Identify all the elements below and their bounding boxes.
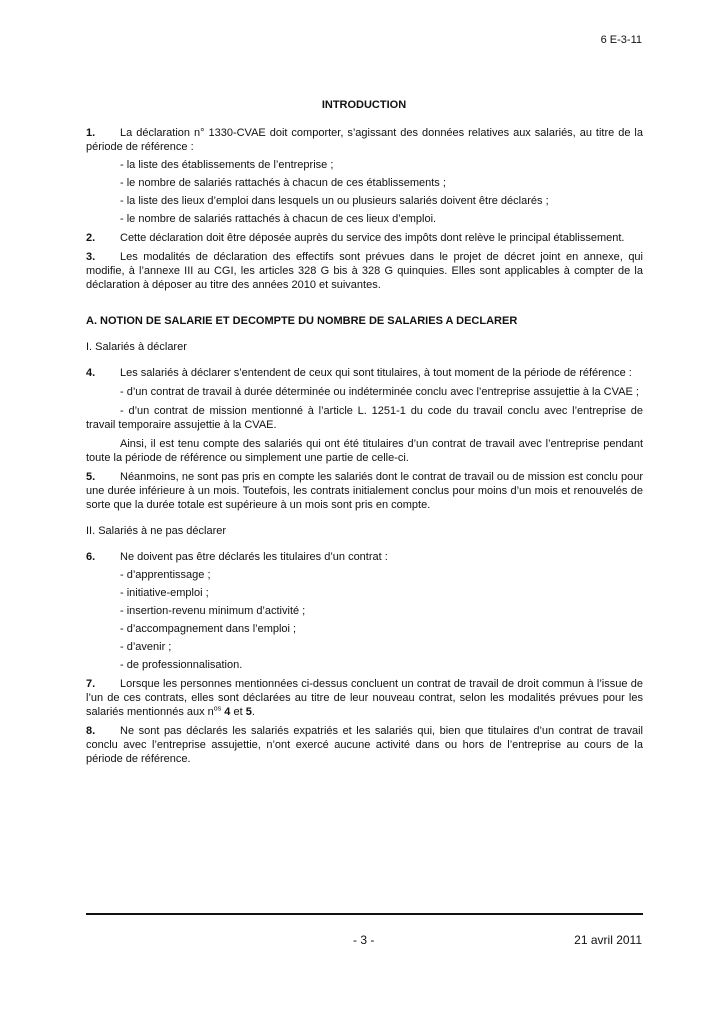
paragraph-8: 8. Ne sont pas déclarés les salariés expatriés et les salariés qui, bien que titulaires d’un contrat de travail conclu avec l’entreprise assujettie, n’ont exercé aucune activité dans ou hors de l’entreprise au cours de la période de référence. [86, 725, 643, 765]
list-item: - d’apprentissage ; [120, 569, 211, 581]
list-item: - de professionnalisation. [120, 659, 243, 671]
list-item: - d’avenir ; [120, 641, 172, 653]
paragraph-1: 1. La déclaration n° 1330-CVAE doit comporter, s’agissant des données relatives aux salariés, au titre de la période de référence : [86, 127, 643, 153]
paragraph-6: 6. Ne doivent pas être déclarés les titulaires d’un contrat : [86, 551, 388, 563]
page-title: INTRODUCTION [321, 99, 407, 111]
paragraph-5: 5. Néanmoins, ne sont pas pris en compte les salariés dont le contrat de travail ou de mission est conclu pour une durée inférieure à un mois. Toutefois, les contrats initialement conclus pour moins d’un mois et renouvelés de sorte que la durée totale est supérieure à un mois sont pris en compte. [86, 471, 643, 511]
list-item: - le nombre de salariés rattachés à chacun de ces lieux d’emploi. [120, 213, 437, 225]
list-item: - d’un contrat de mission mentionné à l’article L. 1251-1 du code du travail conclu avec l’entreprise de travail temporaire assujettie à la CVAE. [86, 405, 643, 431]
list-item: - d’accompagnement dans l’emploi ; [120, 623, 297, 635]
section-heading-a: A. NOTION DE SALARIE ET DECOMPTE DU NOMBRE DE SALARIES A DECLARER [86, 315, 518, 327]
paragraph-2: 2. Cette déclaration doit être déposée auprès du service des impôts dont relève le principal établissement. [86, 232, 625, 244]
paragraph-number: 8. [86, 725, 96, 737]
paragraph-text: Ainsi, il est tenu compte des salariés qui ont été titulaires d’un contrat de travail avec l’entreprise pendant toute la période de référence ou simplement une partie de celle-ci. [86, 438, 643, 464]
list-item: - initiative-emploi ; [120, 587, 209, 599]
document-body [86, 126, 643, 766]
paragraph-number: 3. [86, 251, 96, 263]
list-item: - d’un contrat de travail à durée déterminée ou indéterminée conclu avec l’entreprise assujettie à la CVAE ; [120, 386, 639, 398]
paragraph-number: 7. [86, 678, 96, 690]
list-item: - la liste des établissements de l’entreprise ; [120, 159, 334, 171]
paragraph-3: 3. Les modalités de déclaration des effectifs sont prévues dans le projet de décret joint en annexe, qui modifie, à l’annexe III au CGI, les articles 328 G bis à 328 G quinquies. Elles sont applicables à compter de la déclaration à déposer au titre des années 2010 et suivantes. [86, 251, 643, 291]
list-item: - le nombre de salariés rattachés à chacun de ces établissements ; [120, 177, 446, 189]
paragraph-number: 2. [86, 232, 96, 244]
paragraph-7: 7. Lorsque les personnes mentionnées ci-dessus concluent un contrat de travail de droit commun à l’issue de l’un de ces contrats, elles sont déclarées au titre de leur nouveau contrat, selon les modalités prévues pour les salariés mentionnés aux $n^{os}$ 4 et 5. [86, 678, 643, 718]
paragraph-number: 6. [86, 551, 96, 563]
paragraph-4: 4. Les salariés à déclarer s’entendent de ceux qui sont titulaires, à tout moment de la période de référence : [86, 367, 632, 379]
subsection-heading-2: II. Salariés à ne pas déclarer [86, 525, 227, 537]
footer-date: 21 avril 2011 [574, 933, 642, 947]
list-item: - la liste des lieux d’emploi dans lesquels un ou plusieurs salariés doivent être déclarés ; [120, 195, 549, 207]
subsection-heading-1: I. Salariés à déclarer [86, 341, 187, 353]
paragraph-number: 1. [86, 127, 96, 139]
paragraph-number: 4. [86, 367, 96, 379]
page-number: - 3 - [353, 933, 375, 947]
paragraph-number: 5. [86, 471, 96, 483]
footer-divider [86, 913, 643, 915]
list-item: - insertion-revenu minimum d’activité ; [120, 605, 306, 617]
document-reference: 6 E-3-11 [600, 34, 642, 46]
